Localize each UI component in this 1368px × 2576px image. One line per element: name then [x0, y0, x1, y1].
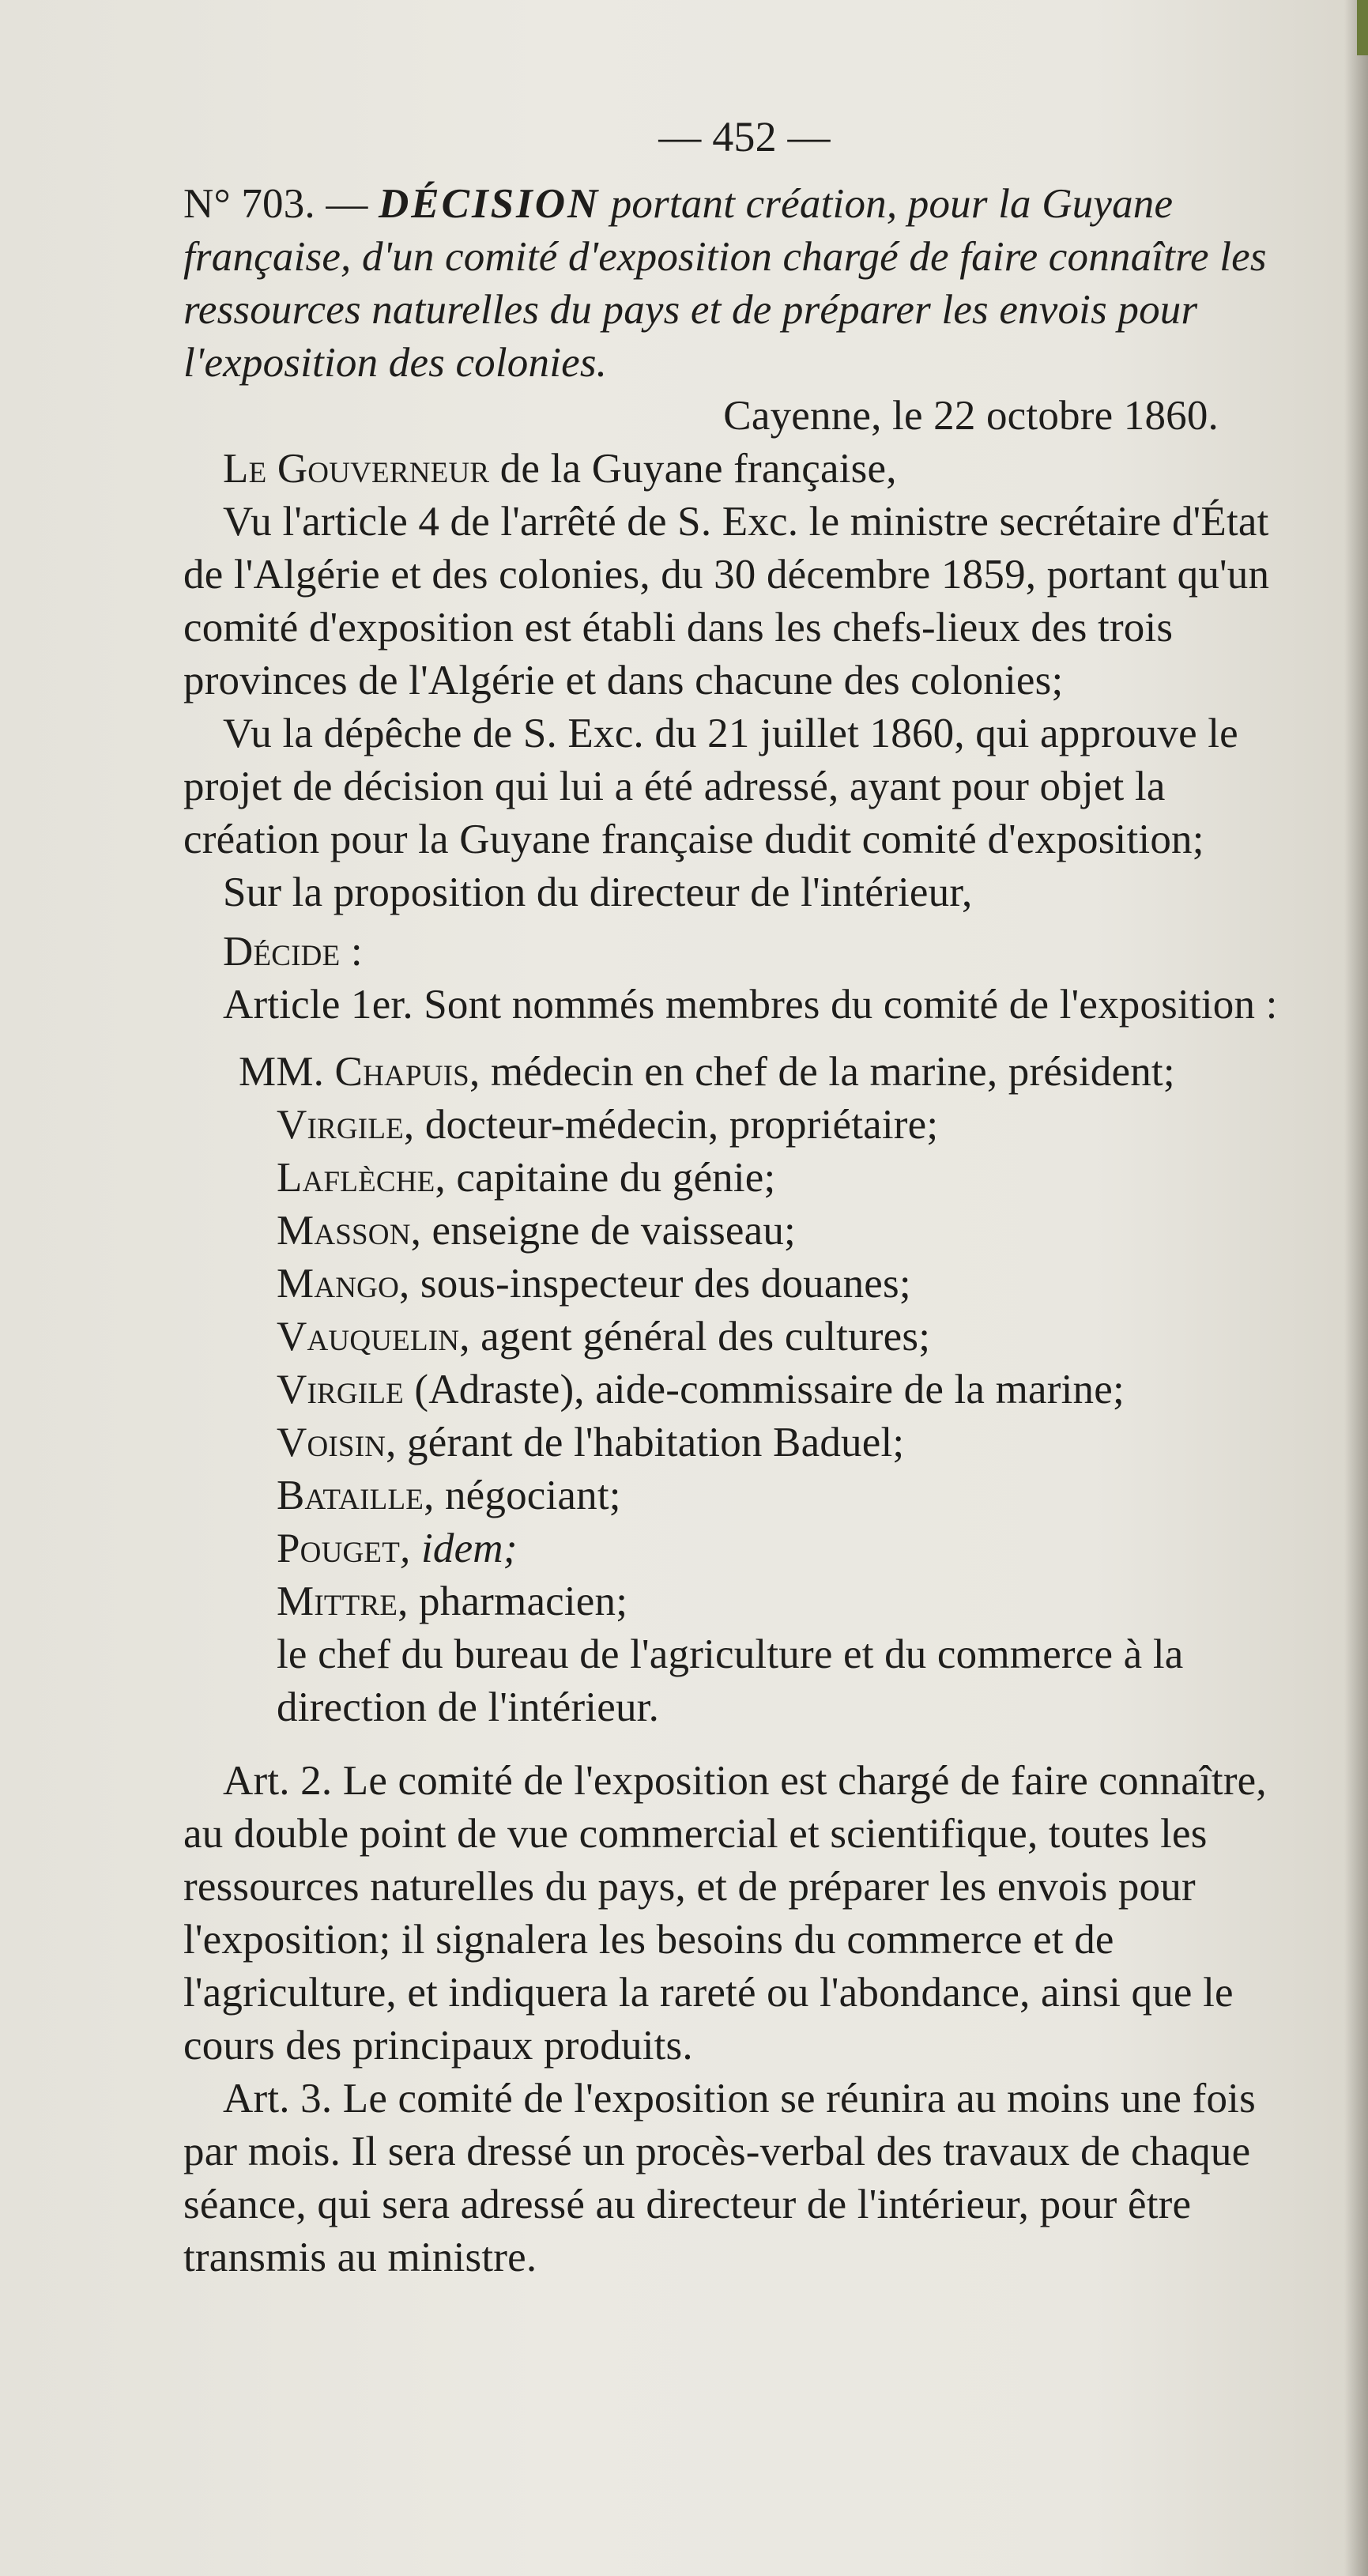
gouverneur-line: [183, 443, 1306, 496]
document-body: [183, 111, 1306, 2284]
member-role: , agent général des cultures;: [459, 1314, 931, 1360]
member-item: [239, 1311, 1306, 1363]
member-name: Vauquelin: [277, 1314, 460, 1360]
decide-label: Décide :: [223, 929, 363, 975]
gouverneur-label: Le Gouverneur: [223, 446, 490, 492]
member-item: [239, 1575, 1306, 1628]
decision-number: N° 703. —: [183, 181, 368, 227]
member-item: [239, 1152, 1306, 1205]
member-role: , capitaine du génie;: [435, 1155, 776, 1201]
member-item: [239, 1416, 1306, 1469]
member-name: Masson: [277, 1208, 411, 1254]
member-name: Virgile: [277, 1102, 404, 1148]
member-name: Bataille: [277, 1473, 424, 1518]
article-1: Article 1er. Sont nommés membres du comité de l'exposition :: [223, 982, 1278, 1028]
member-role: , enseigne de vaisseau;: [410, 1208, 796, 1254]
member-item: [239, 1258, 1306, 1311]
decision-title: DÉCISION: [378, 181, 601, 227]
last-member-text: le chef du bureau de l'agriculture et du commerce à la direction de l'intérieur.: [277, 1631, 1184, 1730]
member-item: [239, 1469, 1306, 1522]
gouverneur-rest: de la Guyane française,: [499, 446, 897, 492]
member-role: , sous-inspecteur des douanes;: [399, 1261, 911, 1307]
member-role: , pharmacien;: [398, 1578, 628, 1624]
considerant-3: Sur la proposition du directeur de l'intérieur,: [223, 869, 973, 915]
member-name: Voisin: [277, 1420, 386, 1465]
article-3: Art. 3. Le comité de l'exposition se réunira au moins une fois par mois. Il sera dressé un procès-verbal des travaux de chaque séance, qui sera adressé au directeur de l'intérieur, pour être transmis au ministre.: [183, 2076, 1256, 2280]
member-item: [239, 1363, 1306, 1416]
member-role: , idem;: [400, 1526, 518, 1571]
corner-tab-mark: [1357, 0, 1368, 55]
member-role: , négociant;: [424, 1473, 621, 1518]
member-item: [239, 1522, 1306, 1575]
page-number: — 452 —: [658, 113, 831, 160]
considerant-1: Vu l'article 4 de l'arrêté de S. Exc. le ministre secrétaire d'État de l'Algérie et des colonies, du 30 décembre 1859, portant qu'un comité d'exposition est établi dans les chefs-lieux des trois provinces de l'Algérie et dans chacune des colonies;: [183, 499, 1270, 703]
page-edge-shadow: [1344, 0, 1368, 2576]
dateline: Cayenne, le 22 octobre 1860.: [723, 393, 1219, 439]
considerant-2: Vu la dépêche de S. Exc. du 21 juillet 1860, qui approuve le projet de décision qui lui a été adressé, ayant pour objet la création pour la Guyane française dudit comité d'exposition;: [183, 711, 1238, 862]
member-role: , gérant de l'habitation Baduel;: [386, 1420, 905, 1465]
member-name: Pouget: [277, 1526, 401, 1571]
member-name: MM. Chapuis: [239, 1049, 469, 1095]
member-name: Virgile: [277, 1367, 404, 1412]
decision-subject: portant création, pour la Guyane française, d'un comité d'exposition chargé de faire connaître les ressources naturelles du pays et de préparer les envois pour l'exposition des colonies.: [183, 181, 1267, 386]
member-item: [239, 1099, 1306, 1152]
member-role: (Adraste), aide-commissaire de la marine;: [403, 1367, 1125, 1412]
member-item: [239, 1205, 1306, 1258]
decision-heading: [183, 178, 1306, 390]
member-name: Mango: [277, 1261, 400, 1307]
last-member: [239, 1628, 1306, 1734]
member-role: , médecin en chef de la marine, président;: [469, 1049, 1175, 1095]
article-2: Art. 2. Le comité de l'exposition est chargé de faire connaître, au double point de vue commercial et scientifique, toutes les ressources naturelles du pays, et de préparer les envois pour l'exposition; il signalera les besoins du commerce et de l'agriculture, et indiquera la rareté ou l'abondance, ainsi que le cours des principaux produits.: [183, 1758, 1267, 2069]
member-item: [239, 1046, 1306, 1099]
member-role: , docteur-médecin, propriétaire;: [403, 1102, 939, 1148]
member-name: Laflèche: [277, 1155, 435, 1201]
member-name: Mittre: [277, 1578, 398, 1624]
members-list: [239, 1046, 1306, 1734]
